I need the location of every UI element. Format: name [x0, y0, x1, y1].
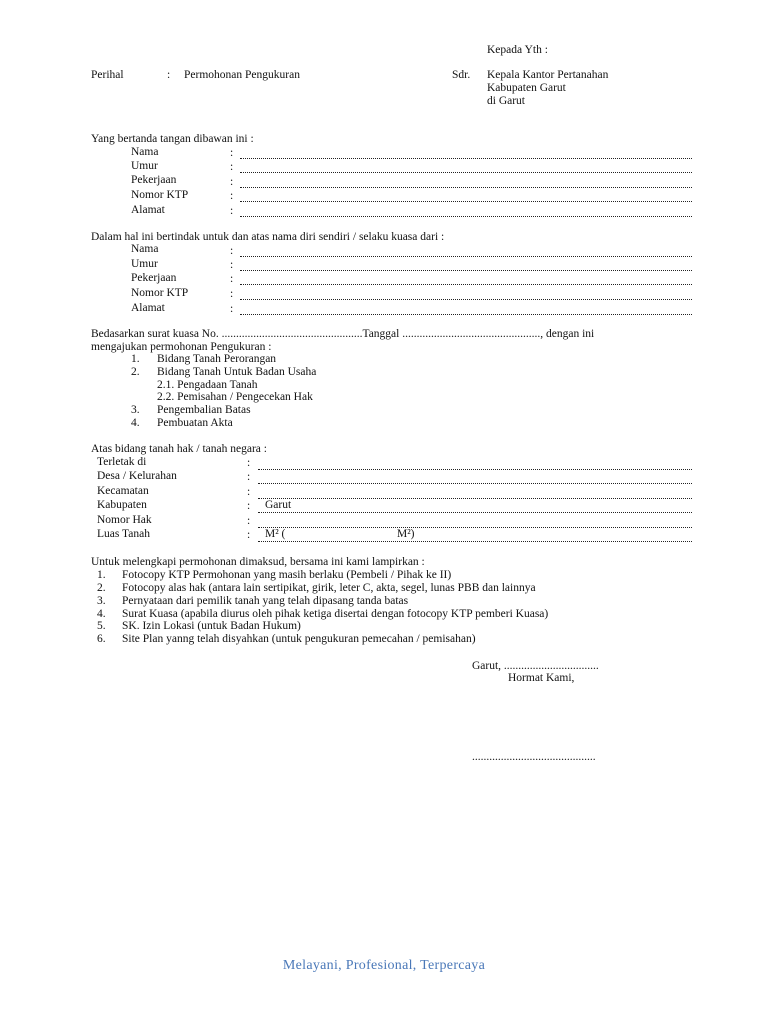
section4-intro: Atas bidang tanah hak / tanah negara :: [91, 443, 267, 455]
section4-label-luas: Luas Tanah: [97, 528, 150, 540]
section4-colon-desa: :: [247, 471, 251, 483]
section3-item3-num: 3.: [131, 404, 140, 416]
section3-line2: mengajukan permohonan Pengukuran :: [91, 341, 272, 353]
section5-item5-num: 5.: [97, 620, 106, 632]
section4-colon-kabupaten: :: [247, 500, 251, 512]
section2-intro: Dalam hal ini bertindak untuk dan atas nama diri sendiri / selaku kuasa dari :: [91, 231, 445, 243]
section5-item6-num: 6.: [97, 633, 106, 645]
recipient-line-3: di Garut: [487, 95, 526, 107]
section4-field-kabupaten[interactable]: [258, 512, 692, 513]
section5-item5-text: SK. Izin Lokasi (untuk Badan Hukum): [122, 620, 301, 632]
sdr-label: Sdr.: [452, 69, 471, 81]
section4-field-kecamatan[interactable]: [258, 498, 692, 499]
section4-field-nomor-hak[interactable]: [258, 527, 692, 528]
perihal-value: Permohonan Pengukuran: [184, 69, 300, 81]
section3-item3-text: Pengembalian Batas: [157, 404, 251, 416]
section4-colon-nomor-hak: :: [247, 515, 251, 527]
section2-field-alamat[interactable]: [240, 314, 692, 315]
section5-item1-text: Fotocopy KTP Permohonan yang masih berlaku (Pembeli / Pihak ke II): [122, 569, 452, 581]
section1-label-nomor-ktp: Nomor KTP: [131, 189, 189, 201]
section5-item4-num: 4.: [97, 608, 106, 620]
section5-item3-text: Pernyataan dari pemilik tanah yang telah dipasang tanda batas: [122, 595, 409, 607]
section4-colon-luas: :: [247, 529, 251, 541]
section2-colon-alamat: :: [230, 303, 234, 315]
section4-label-kecamatan: Kecamatan: [97, 485, 149, 497]
section1-colon-pekerjaan: :: [230, 176, 234, 188]
section1-label-umur: Umur: [131, 160, 158, 172]
section4-field-luas[interactable]: [258, 541, 692, 542]
section2-label-nama: Nama: [131, 243, 159, 255]
section2-field-nama[interactable]: [240, 256, 692, 257]
section5-item2-text: Fotocopy alas hak (antara lain sertipikat, girik, leter C, akta, segel, lunas PBB dan lainnya: [122, 582, 536, 594]
section3-item2-num: 2.: [131, 366, 140, 378]
section2-colon-umur: :: [230, 259, 234, 271]
section1-label-pekerjaan: Pekerjaan: [131, 174, 177, 186]
section4-colon-kecamatan: :: [247, 486, 251, 498]
section4-label-nomor-hak: Nomor Hak: [97, 514, 152, 526]
section4-colon-terletak: :: [247, 457, 251, 469]
section2-label-umur: Umur: [131, 258, 158, 270]
footer-tagline: Melayani, Profesional, Terpercaya: [282, 958, 486, 973]
recipient-line-2: Kabupaten Garut: [487, 82, 566, 94]
section1-field-nama[interactable]: [240, 158, 692, 159]
section1-field-pekerjaan[interactable]: [240, 187, 692, 188]
section2-field-umur[interactable]: [240, 270, 692, 271]
section3-item4-num: 4.: [131, 417, 140, 429]
section1-colon-umur: :: [230, 161, 234, 173]
perihal-colon: :: [167, 69, 171, 81]
section1-field-nomor-ktp[interactable]: [240, 201, 692, 202]
section3-item2-1-text: 2.1. Pengadaan Tanah: [157, 379, 258, 391]
section3-item1-text: Bidang Tanah Perorangan: [157, 353, 277, 365]
signature-closing: Hormat Kami,: [508, 672, 575, 684]
section3-item2-text: Bidang Tanah Untuk Badan Usaha: [157, 366, 317, 378]
section2-field-nomor-ktp[interactable]: [240, 299, 692, 300]
kepada-yth: Kepada Yth :: [487, 44, 548, 56]
section1-field-umur[interactable]: [240, 172, 692, 173]
section1-field-alamat[interactable]: [240, 216, 692, 217]
section1-colon-alamat: :: [230, 205, 234, 217]
section5-item1-num: 1.: [97, 569, 106, 581]
section1-colon-nama: :: [230, 147, 234, 159]
section4-value-luas-m2: M² (: [265, 528, 286, 540]
section4-field-terletak[interactable]: [258, 469, 692, 470]
section2-colon-nama: :: [230, 245, 234, 257]
section5-intro: Untuk melengkapi permohonan dimaksud, bersama ini kami lampirkan :: [91, 556, 425, 568]
section1-label-nama: Nama: [131, 146, 159, 158]
section2-colon-pekerjaan: :: [230, 273, 234, 285]
section1-label-alamat: Alamat: [131, 204, 165, 216]
section2-label-nomor-ktp: Nomor KTP: [131, 287, 189, 299]
signature-place-date: Garut, .................................: [472, 660, 599, 672]
section3-item2-2-text: 2.2. Pemisahan / Pengecekan Hak: [157, 391, 313, 403]
section5-item4-text: Surat Kuasa (apabila diurus oleh pihak ketiga disertai dengan fotocopy KTP pemberi Kuasa): [122, 608, 549, 620]
section5-item3-num: 3.: [97, 595, 106, 607]
section3-line1: Bedasarkan surat kuasa No. .................................................Tanggal ................................................, dengan ini: [91, 328, 595, 340]
section3-item1-num: 1.: [131, 353, 140, 365]
section4-label-desa: Desa / Kelurahan: [97, 470, 177, 482]
section4-value-kabupaten: Garut: [265, 499, 292, 511]
signature-line[interactable]: ...........................................: [472, 751, 596, 763]
section3-item4-text: Pembuatan Akta: [157, 417, 233, 429]
section2-colon-nomor-ktp: :: [230, 288, 234, 300]
section5-item2-num: 2.: [97, 582, 106, 594]
section5-item6-text: Site Plan yanng telah disyahkan (untuk pengukuran pemecahan / pemisahan): [122, 633, 476, 645]
recipient-line-1: Kepala Kantor Pertanahan: [487, 69, 609, 81]
section4-label-terletak: Terletak di: [97, 456, 147, 468]
section4-label-kabupaten: Kabupaten: [97, 499, 147, 511]
section4-value-luas-m2-close: M²): [397, 528, 415, 540]
section2-label-pekerjaan: Pekerjaan: [131, 272, 177, 284]
section1-intro: Yang bertanda tangan dibawan ini :: [91, 133, 254, 145]
section2-field-pekerjaan[interactable]: [240, 284, 692, 285]
perihal-label: Perihal: [91, 69, 124, 81]
section1-colon-nomor-ktp: :: [230, 190, 234, 202]
section4-field-desa[interactable]: [258, 483, 692, 484]
section2-label-alamat: Alamat: [131, 302, 165, 314]
